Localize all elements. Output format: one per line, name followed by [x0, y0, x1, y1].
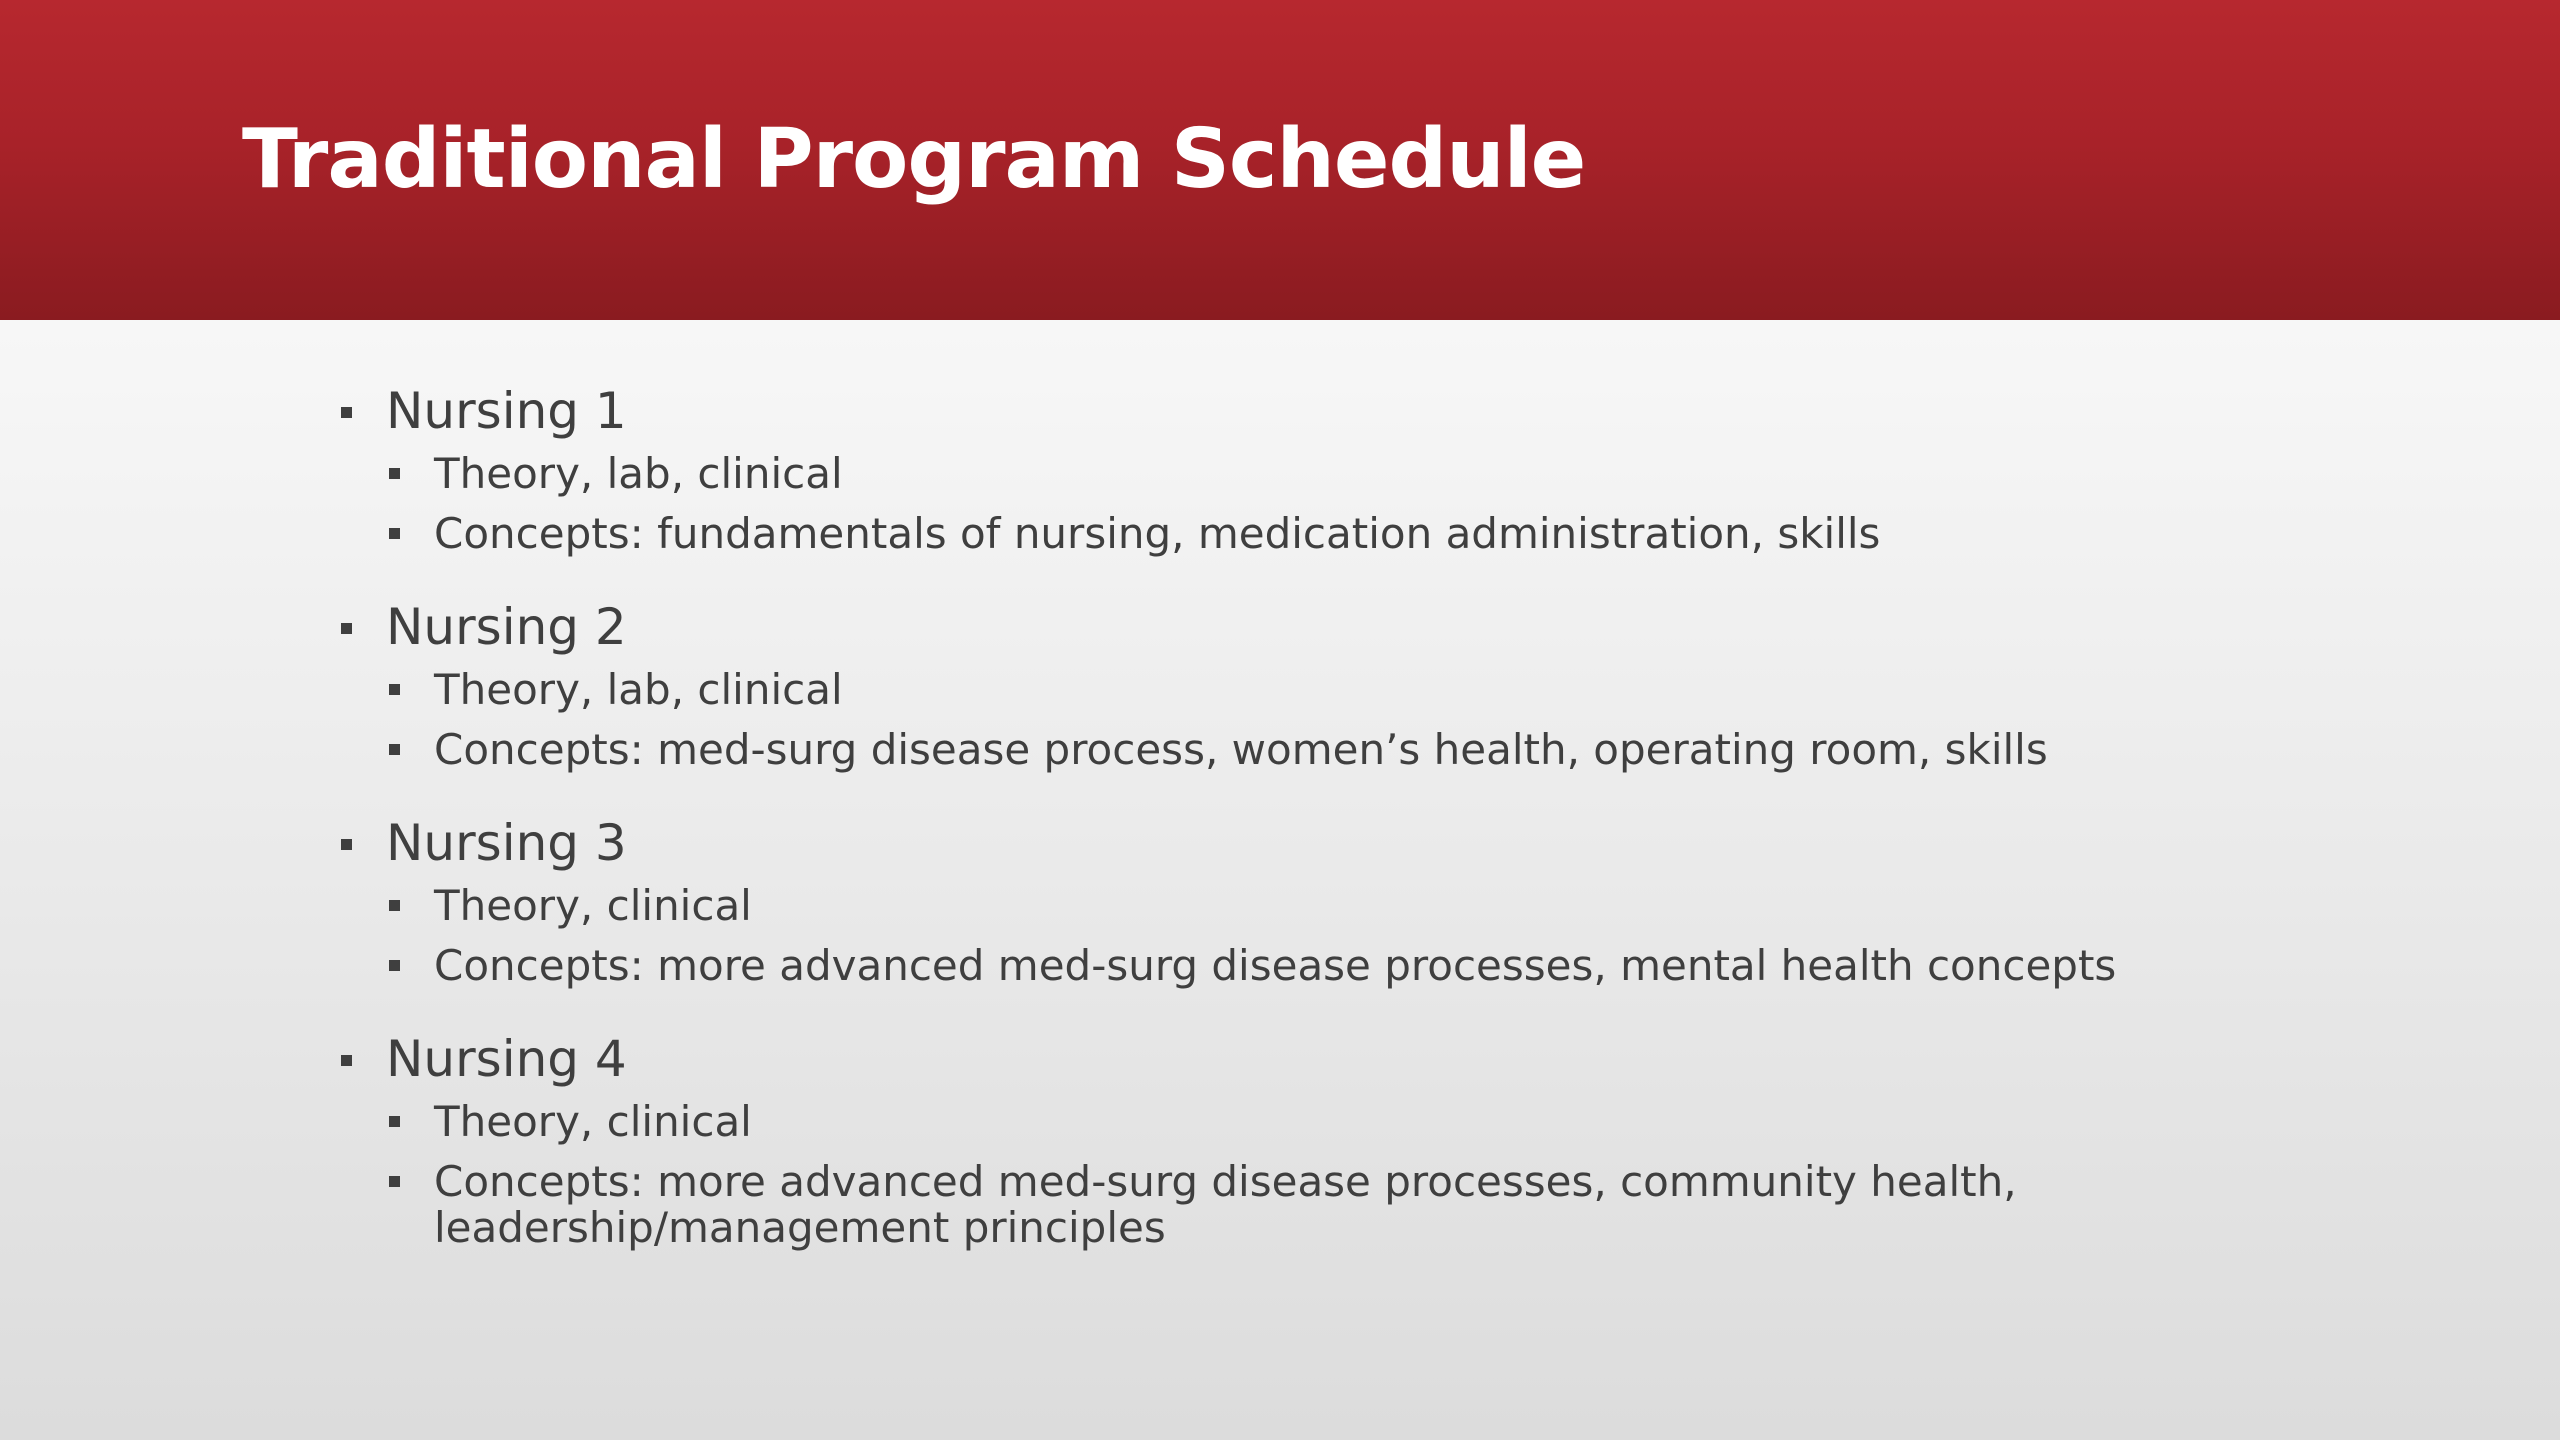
- section-heading-text: Nursing 2: [386, 598, 627, 656]
- section-heading-text: Nursing 1: [386, 382, 627, 440]
- section-nursing-1: [336, 378, 2396, 564]
- section-nursing-2: [336, 594, 2396, 780]
- sub-bullet-text: Concepts: med-surg disease process, women’s health, operating room, skills: [434, 725, 2048, 774]
- square-bullet-icon: [389, 684, 400, 695]
- slide-title: Traditional Program Schedule: [242, 112, 1586, 207]
- sub-bullet-text: Concepts: more advanced med-surg disease processes, community health, leadership/management principles: [434, 1157, 2017, 1252]
- square-bullet-icon: [341, 1055, 352, 1066]
- square-bullet-icon: [389, 960, 400, 971]
- square-bullet-icon: [389, 528, 400, 539]
- square-bullet-icon: [389, 900, 400, 911]
- sub-bullet-text: Theory, clinical: [434, 881, 752, 930]
- sub-bullet: [384, 444, 2396, 504]
- section-heading: [336, 810, 2396, 876]
- square-bullet-icon: [341, 407, 352, 418]
- title-banner: [0, 0, 2560, 320]
- sub-bullet: [384, 876, 2396, 936]
- sub-bullet: [384, 1092, 2396, 1152]
- sub-bullet-text: Concepts: more advanced med-surg disease processes, mental health concepts: [434, 941, 2117, 990]
- square-bullet-icon: [389, 1176, 400, 1187]
- sub-bullet-text: Theory, lab, clinical: [434, 449, 843, 498]
- square-bullet-icon: [389, 744, 400, 755]
- square-bullet-icon: [341, 623, 352, 634]
- section-nursing-4: [336, 1026, 2396, 1258]
- square-bullet-icon: [389, 468, 400, 479]
- square-bullet-icon: [389, 1116, 400, 1127]
- sub-bullet-text: Theory, lab, clinical: [434, 665, 843, 714]
- bullet-list: [336, 378, 2396, 1288]
- sub-bullet: [384, 720, 2396, 780]
- square-bullet-icon: [341, 839, 352, 850]
- section-heading-text: Nursing 3: [386, 814, 627, 872]
- sub-bullet: [384, 660, 2396, 720]
- sub-bullet: [384, 504, 2396, 564]
- section-heading: [336, 1026, 2396, 1092]
- section-nursing-3: [336, 810, 2396, 996]
- section-heading: [336, 594, 2396, 660]
- sub-bullet-text: Concepts: fundamentals of nursing, medication administration, skills: [434, 509, 1881, 558]
- section-heading: [336, 378, 2396, 444]
- section-heading-text: Nursing 4: [386, 1030, 627, 1088]
- sub-bullet-text: Theory, clinical: [434, 1097, 752, 1146]
- sub-bullet: [384, 1152, 2396, 1258]
- sub-bullet: [384, 936, 2396, 996]
